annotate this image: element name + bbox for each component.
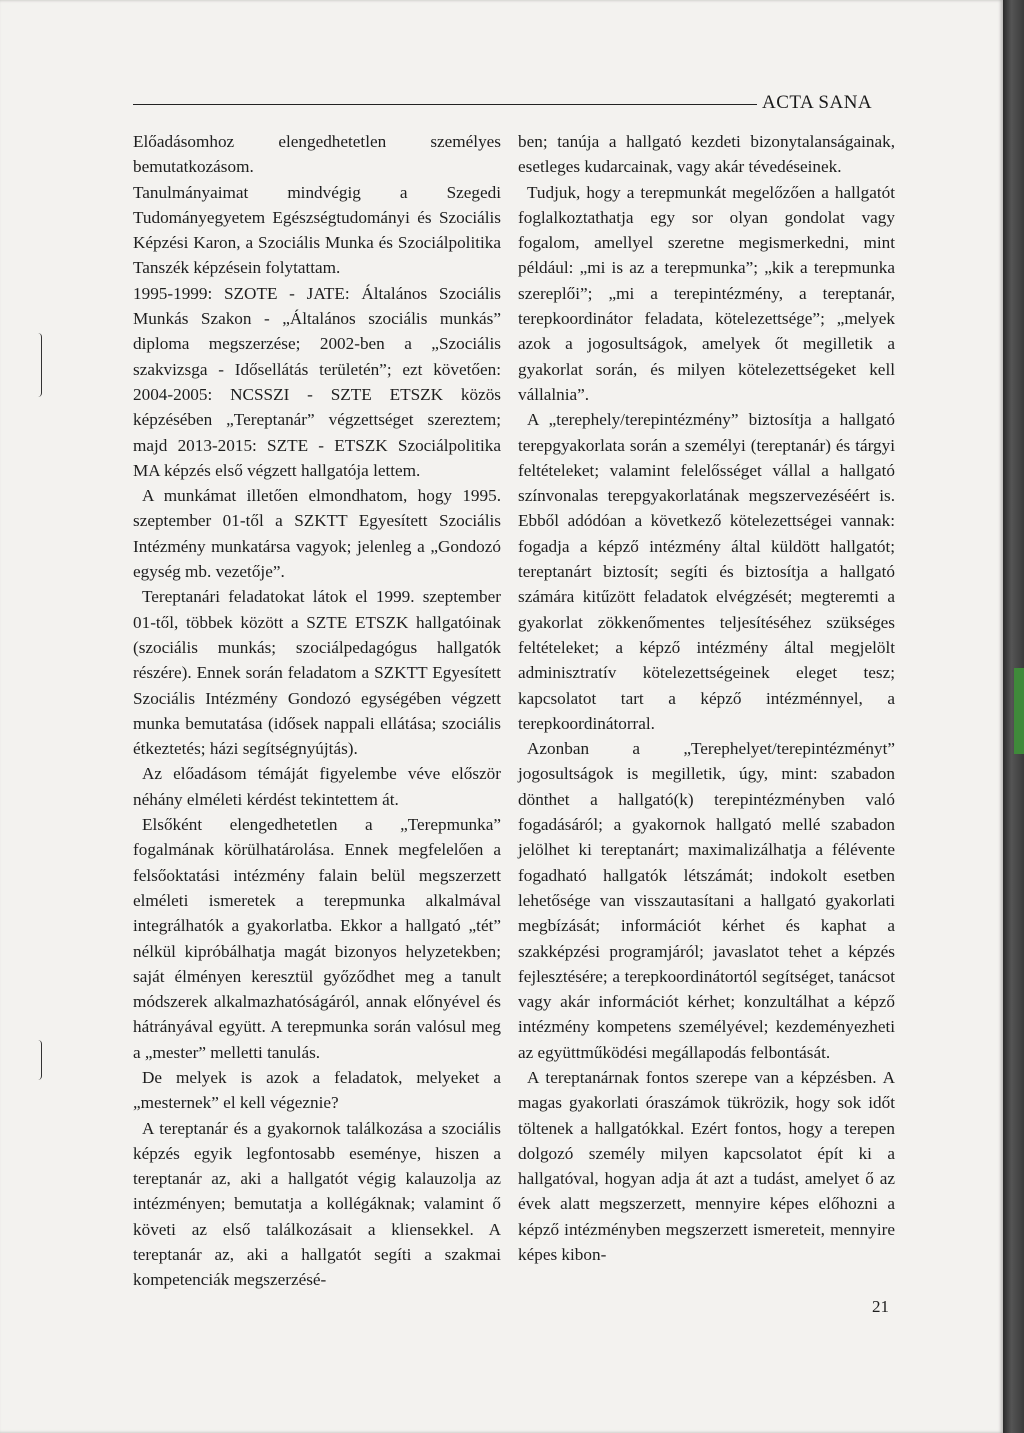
paragraph: De melyek is azok a feladatok, melyeket a „mesternek” el kell végeznie? — [133, 1067, 501, 1113]
paragraph: Tudjuk, hogy a terepmunkát megelőzően a hallgatót foglalkoztathatja egy sor olyan gondolat vagy fogalom, amellyel szeretne megismerkedni, mint például: „mi is az a terepmunka”; „kik a terepmunka szereplői”; „mi a terepintézmény, a tereptanár, terepkoordinátor feladata, kötelezettsége”; „melyek azok a jogosultságok, amelyek őt megilletik a gyakorlat során, és milyen kötelezettségeket kell vállalnia”. — [518, 182, 895, 404]
paragraph: A munkámat illetően elmondhatom, hogy 1995. szeptember 01-től a SZKTT Egyesített Szociális Intézmény munkatársa vagyok; jelenleg a „Gondozó egység mb. vezetője”. — [133, 486, 501, 582]
paragraph: A „terephely/terepintézmény” biztosítja a hallgató terepgyakorlata során a személyi (tereptanár) és tárgyi feltételeket; valamint felelősséget vállal a hallgató színvonalas terepgyakorlatának megszervezéséért is. Ebből adódóan a következő kötelezettségei vannak: fogadja a képző intézmény által küldött hallgatót; tereptanárt biztosít; segíti és biztosítja a hallgató számára kitűzött feladatok elvégzését; megteremti a gyakorlat zökkenőmentes teljesítéséhez szükséges feltételeket; a képző intézmény által megjelölt adminisztratív kötelezettségeinek eleget tesz; kapcsolatot tart a képző intézménnyel, a terepkoordinátorral. — [518, 410, 895, 733]
margin-bracket-mark — [38, 333, 42, 397]
paragraph: Előadásomhoz elengedhetetlen személyes bemutatkozásom. — [133, 132, 501, 177]
right-text-column — [518, 129, 895, 1267]
header-rule — [133, 104, 757, 105]
margin-bracket-mark — [38, 1040, 42, 1080]
paragraph: 1995-1999: SZOTE - JATE: Általános Szociális Munkás Szakon - „Általános szociális munkás” diploma megszerzése; 2002-ben a „Szociális szakvizsga - Idősellátás területén”; ezt követően: 2004-2005: NCSSZI - SZTE ETSZK közös képzésében „Tereptanár” végzettséget szereztem; majd 2013-2015: SZTE - ETSZK Szociálpolitika MA képzés első végzett hallgatója lettem. — [133, 283, 501, 480]
paragraph: Elsőként elengedhetetlen a „Terepmunka” fogalmának körülhatárolása. Ennek megfelelően a felsőoktatási intézmény falain belül megszerzett elméleti ismeretek a terepmunka alkalmával integrálhatók a gyakorlatba. Ekkor a hallgató „tét” nélkül kipróbálhatja magát bizonyos helyzetekben; saját élményen keresztül győződhet meg a tanult módszerek alkalmazhatóságáról, annak előnyével és hátrányával együtt. A terepmunka során valósul meg a „mester” melletti tanulás. — [133, 815, 501, 1062]
paragraph: A tereptanár és a gyakornok találkozása a szociális képzés egyik legfontosabb eseménye, hiszen a tereptanár az, aki a hallgatót végig kalauzolja az intézményen; bemutatja a kollégáknak; valamint ő követi az első találkozásait a kliensekkel. A tereptanár az, aki a hallgatót segíti a szakmai kompetenciák megszerzésé- — [133, 1118, 501, 1290]
paragraph: Azonban a „Terephelyet/terepintézményt” jogosultságok is megilletik, úgy, mint: szabadon dönthet a hallgató(k) terepintézményben való fogadásáról; a gyakornok hallgató mellé szabadon jelölhet ki tereptanárt; maximalizálhatja a félévente fogadható hallgatók létszámát; indokolt esetben lehetősége van visszautasítani a hallgató gyakorlati megbízását; információt kérhet és kaphat a szakképzési programjáról; javaslatot tehet a képzés fejlesztésére; a terepkoordinátortól segítséget, tanácsot vagy akár információt kérhet; konzultálhat a képző intézmény kompetens személyével; kezdeményezheti az együttműködési megállapodás felbontását. — [518, 739, 895, 1062]
page-number: 21 — [872, 1297, 889, 1316]
paragraph: A tereptanárnak fontos szerepe van a képzésben. A magas gyakorlati óraszámok tükrözik, hogy sok időt töltenek a hallgatókkal. Ezért fontos, hogy a terepen dolgozó személy milyen kapcsolatot épít ki a hallgatóval, hogyan adja át azt a tudást, amelyet ő az évek alatt megszerzett, mennyire képes előhozni a képző intézményben megszerzett ismereteit, mennyire képes kibon- — [518, 1067, 895, 1265]
left-text-column — [133, 129, 501, 1293]
paragraph: Az előadásom témáját figyelembe véve először néhány elméleti kérdést tekintettem át. — [133, 764, 501, 809]
paragraph: Tereptanári feladatokat látok el 1999. szeptember 01-től, többek között a SZTE ETSZK hallgatóinak (szociális munkás; szociálpedagógus hallgatók részére). Ennek során feladatom a SZKTT Egyesített Szociális Intézmény Gondozó egységében végzett munka bemutatása (idősek nappali ellátása; szociális étkeztetés; házi segítségnyújtás). — [133, 587, 501, 759]
paragraph: ben; tanúja a hallgató kezdeti bizonytalanságainak, esetleges kudarcainak, vagy akár tévedéseinek. — [518, 132, 895, 177]
green-edge-tab — [1014, 668, 1024, 754]
running-header-title: ACTA SANA — [762, 92, 873, 113]
paragraph: Tanulmányaimat mindvégig a Szegedi Tudományegyetem Egészségtudományi és Szociális Képzési Karon, a Szociális Munka és Szociálpolitika Tanszék képzésein folytattam. — [133, 182, 501, 278]
